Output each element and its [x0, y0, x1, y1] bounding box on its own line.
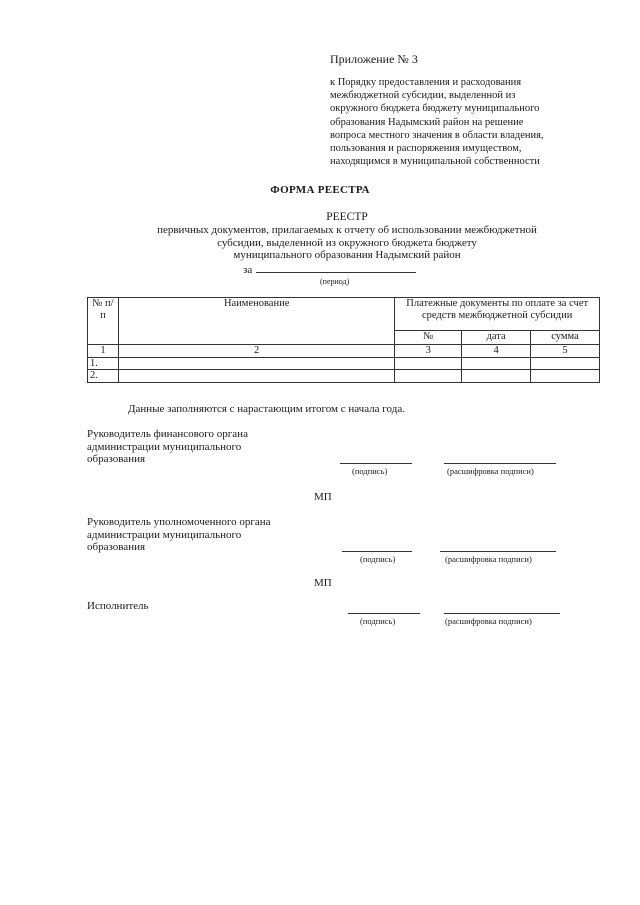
row-number: 1.: [88, 357, 119, 370]
label-line: администрации муниципального: [87, 440, 242, 453]
decode-line: [444, 463, 556, 464]
period-prefix: за: [243, 264, 253, 276]
row-cell: [118, 370, 394, 383]
row-cell: [462, 357, 531, 370]
appendix-line: пользования и распоряжения имуществом,: [330, 143, 522, 155]
subheader-sum: сумма: [531, 331, 600, 345]
cumulative-note: Данные заполняются с нарастающим итогом с начала года.: [128, 403, 405, 415]
executor-label: Исполнитель: [87, 600, 149, 612]
decode-caption: (расшифровка подписи): [447, 466, 534, 476]
decode-line: [440, 551, 556, 552]
signature-caption: (подпись): [360, 554, 396, 564]
header-number: № п/п: [88, 298, 119, 345]
finance-head-label: [87, 428, 317, 466]
period-field: [243, 263, 416, 276]
signature-line: [340, 463, 412, 464]
appendix-line: находящимся в муниципальной собственности: [330, 156, 540, 168]
index-cell: 2: [118, 345, 394, 358]
appendix-line: окружного бюджета бюджету муниципального: [330, 103, 540, 115]
registry-subtitle-line: субсидии, выделенной из окружного бюджета бюджету: [217, 236, 477, 249]
row-cell: [462, 370, 531, 383]
signature-caption: (подпись): [360, 616, 396, 626]
registry-subtitle-line: муниципального образования Надымский район: [233, 249, 461, 262]
index-cell: 5: [531, 345, 600, 358]
appendix-title: Приложение № 3: [330, 52, 418, 66]
label-line: администрации муниципального: [87, 528, 242, 541]
subheader-date: дата: [462, 331, 531, 345]
stamp-mark: МП: [314, 491, 332, 503]
header-name: Наименование: [118, 298, 394, 345]
label-line: образования: [87, 541, 146, 553]
signature-caption: (подпись): [352, 466, 388, 476]
table-index-row: [88, 345, 600, 358]
appendix-line: образования Надымский район на решение: [330, 116, 524, 128]
appendix-line: к Порядку предоставления и расходования: [330, 77, 522, 88]
index-cell: 3: [395, 345, 462, 358]
signature-line: [348, 613, 420, 614]
registry-title: РЕЕСТР: [326, 211, 368, 223]
row-cell: [531, 370, 600, 383]
table-row: [88, 370, 600, 383]
index-cell: 4: [462, 345, 531, 358]
appendix-line: межбюджетной субсидии, выделенной из: [330, 90, 516, 102]
decode-caption: (расшифровка подписи): [445, 616, 532, 626]
appendix-description: [330, 76, 592, 168]
stamp-mark: МП: [314, 577, 332, 589]
authorized-head-label: [87, 516, 317, 554]
registry-table: [87, 297, 600, 383]
decode-caption: (расшифровка подписи): [445, 554, 532, 564]
row-cell: [395, 357, 462, 370]
subheader-number: №: [395, 331, 462, 345]
row-cell: [531, 357, 600, 370]
period-caption: (период): [320, 277, 350, 286]
label-line: образования: [87, 453, 146, 465]
registry-subtitle-line: первичных документов, прилагаемых к отчету об использовании межбюджетной: [157, 224, 537, 236]
signature-line: [342, 551, 412, 552]
row-cell: [395, 370, 462, 383]
row-cell: [118, 357, 394, 370]
index-cell: 1: [88, 345, 119, 358]
decode-line: [444, 613, 560, 614]
row-number: 2.: [88, 370, 119, 383]
table-header-row: [88, 298, 600, 331]
period-blank: [256, 263, 416, 273]
header-payment-docs: Платежные документы по оплате за счет средств межбюджетной субсидии: [395, 298, 600, 331]
label-line: Руководитель финансового органа: [87, 428, 248, 440]
appendix-line: вопроса местного значения в области владения,: [330, 129, 544, 141]
form-title: ФОРМА РЕЕСТРА: [270, 184, 370, 196]
registry-subtitle: [0, 224, 640, 262]
table-row: [88, 357, 600, 370]
label-line: Руководитель уполномоченного органа: [87, 516, 271, 528]
